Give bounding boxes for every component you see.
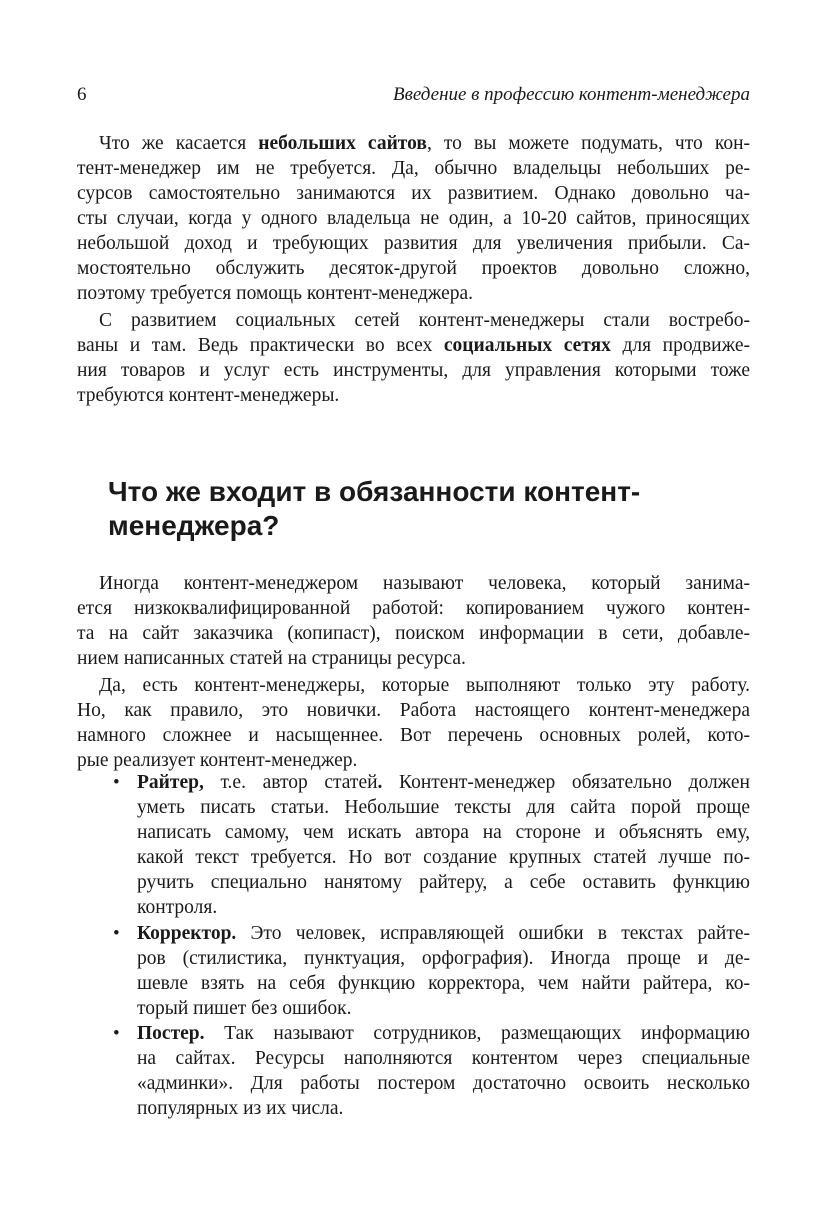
- text-line: [137, 921, 750, 946]
- text-run: небольшой доход и требующих развития для увеличения прибыли. Са-: [77, 233, 750, 254]
- text-line: [137, 996, 750, 1021]
- bold-term: Корректор.: [137, 923, 237, 944]
- text-line: [77, 698, 750, 723]
- text-run: сты случаи, когда у одного владельца не один, а 10-20 сайтов, приносящих: [77, 208, 750, 229]
- bullet-poster: [113, 1021, 750, 1121]
- text-run: какой текст требуется. Но вот создание крупных статей лучше по-: [137, 847, 750, 868]
- paragraph-small-sites: [77, 131, 750, 306]
- text-run: Да, есть контент-менеджеры, которые выполняют только эту работу.: [99, 675, 750, 696]
- bullet-icon: •: [113, 772, 120, 793]
- text-line: [77, 723, 750, 748]
- text-run: «админки». Для работы постером достаточно освоить несколько: [137, 1073, 750, 1094]
- text-line: [137, 820, 750, 845]
- text-line: [137, 895, 750, 920]
- text-line: [137, 845, 750, 870]
- text-line: [137, 1046, 750, 1071]
- text-run: тент-менеджер им не требуется. Да, обычно владельцы небольших ре-: [77, 158, 750, 179]
- text-run: т.е. автор статей: [203, 772, 378, 793]
- text-line: [77, 571, 750, 596]
- text-line: [77, 333, 750, 358]
- text-run: С развитием социальных сетей контент-менеджеры стали востребо-: [99, 310, 750, 331]
- text-run: контроля.: [137, 897, 218, 918]
- text-line: [77, 621, 750, 646]
- text-run: Иногда контент-менеджером называют человека, который занима-: [99, 573, 750, 594]
- text-run: ваны и там. Ведь практически во всех: [77, 335, 444, 356]
- text-line: [77, 281, 750, 306]
- bold-term: Райтер,: [137, 772, 204, 793]
- text-run: для продвиже-: [610, 335, 750, 356]
- text-run: написать самому, чем искать автора на стороне и объяснять ему,: [137, 822, 750, 843]
- text-run: уметь писать статьи. Небольшие тексты для сайта порой проще: [137, 797, 750, 818]
- text-run: ется низкоквалифицированной работой: копированием чужого контен-: [77, 598, 750, 619]
- text-run: Это человек, исправляющей ошибки в текстах райте-: [236, 923, 750, 944]
- bullet-icon: •: [113, 923, 120, 944]
- paragraph-social-networks: [77, 308, 750, 408]
- text-line: [77, 206, 750, 231]
- text-run: поэтому требуется помощь контент-менеджера.: [77, 283, 474, 304]
- text-line: [137, 870, 750, 895]
- text-line: [137, 770, 750, 795]
- text-line: [77, 646, 750, 671]
- bold-term: Постер.: [137, 1023, 205, 1044]
- text-line: [77, 383, 750, 408]
- text-line: [77, 596, 750, 621]
- text-run: Но, как правило, это новички. Работа настоящего контент-менеджера: [77, 700, 750, 721]
- text-run: ручить специально нанятому райтеру, а себе оставить функцию: [137, 872, 750, 893]
- bullet-corrector: [113, 921, 750, 1021]
- text-line: [137, 1021, 750, 1046]
- bold-term: .: [377, 772, 383, 793]
- text-line: [137, 1096, 750, 1121]
- page-number: 6: [77, 84, 87, 105]
- text-run: шевле взять на себя функцию корректора, чем найти райтера, ко-: [137, 973, 750, 994]
- text-run: рые реализует контент-менеджер.: [77, 750, 358, 771]
- text-line: [77, 308, 750, 333]
- text-run: намного сложнее и насыщеннее. Вот перечень основных ролей, кото-: [77, 725, 750, 746]
- running-title: Введение в профессию контент-менеджера: [392, 84, 750, 105]
- text-run: ния товаров и услуг есть инструменты, для управления которыми тоже: [77, 360, 750, 381]
- text-run: требуются контент-менеджеры.: [77, 385, 340, 406]
- text-run: Контент-менеджер обязательно должен: [382, 772, 750, 793]
- text-run: на сайтах. Ресурсы наполняются контентом через специальные: [137, 1048, 750, 1069]
- bullet-writer: [113, 770, 750, 920]
- bold-term: небольших сайтов: [258, 133, 427, 154]
- text-run: торый пишет без ошибок.: [137, 998, 352, 1019]
- text-run: та на сайт заказчика (копипаст), поиском информации в сети, добавле-: [77, 623, 750, 644]
- text-line: [137, 971, 750, 996]
- text-run: мостоятельно обслужить десяток-другой проектов довольно сложно,: [77, 258, 750, 279]
- text-run: Что же касается: [99, 133, 259, 154]
- paragraph-low-skill: [77, 571, 750, 671]
- text-line: [77, 673, 750, 698]
- text-line: [137, 1071, 750, 1096]
- text-line: [77, 256, 750, 281]
- text-run: популярных из их числа.: [137, 1098, 344, 1119]
- text-line: [77, 131, 750, 156]
- text-line: [77, 231, 750, 256]
- text-line: [77, 181, 750, 206]
- paragraph-roles-intro: [77, 673, 750, 773]
- bold-term: социальных сетях: [443, 335, 611, 356]
- text-line: [77, 358, 750, 383]
- section-heading: [108, 475, 768, 543]
- text-run: , то вы можете подумать, что кон-: [426, 133, 751, 154]
- text-run: Так называют сотрудников, размещающих информацию: [204, 1023, 750, 1044]
- heading-line: Что же входит в обязанности контент-: [108, 476, 641, 507]
- text-line: [137, 946, 750, 971]
- text-run: нием написанных статей на страницы ресурса.: [77, 648, 466, 669]
- text-line: [77, 156, 750, 181]
- bullet-icon: •: [113, 1023, 120, 1044]
- text-line: [137, 795, 750, 820]
- text-run: сурсов самостоятельно занимаются их развитием. Однако довольно ча-: [77, 183, 750, 204]
- text-run: ров (стилистика, пунктуация, орфография). Иногда проще и де-: [137, 948, 750, 969]
- heading-line: менеджера?: [108, 510, 280, 541]
